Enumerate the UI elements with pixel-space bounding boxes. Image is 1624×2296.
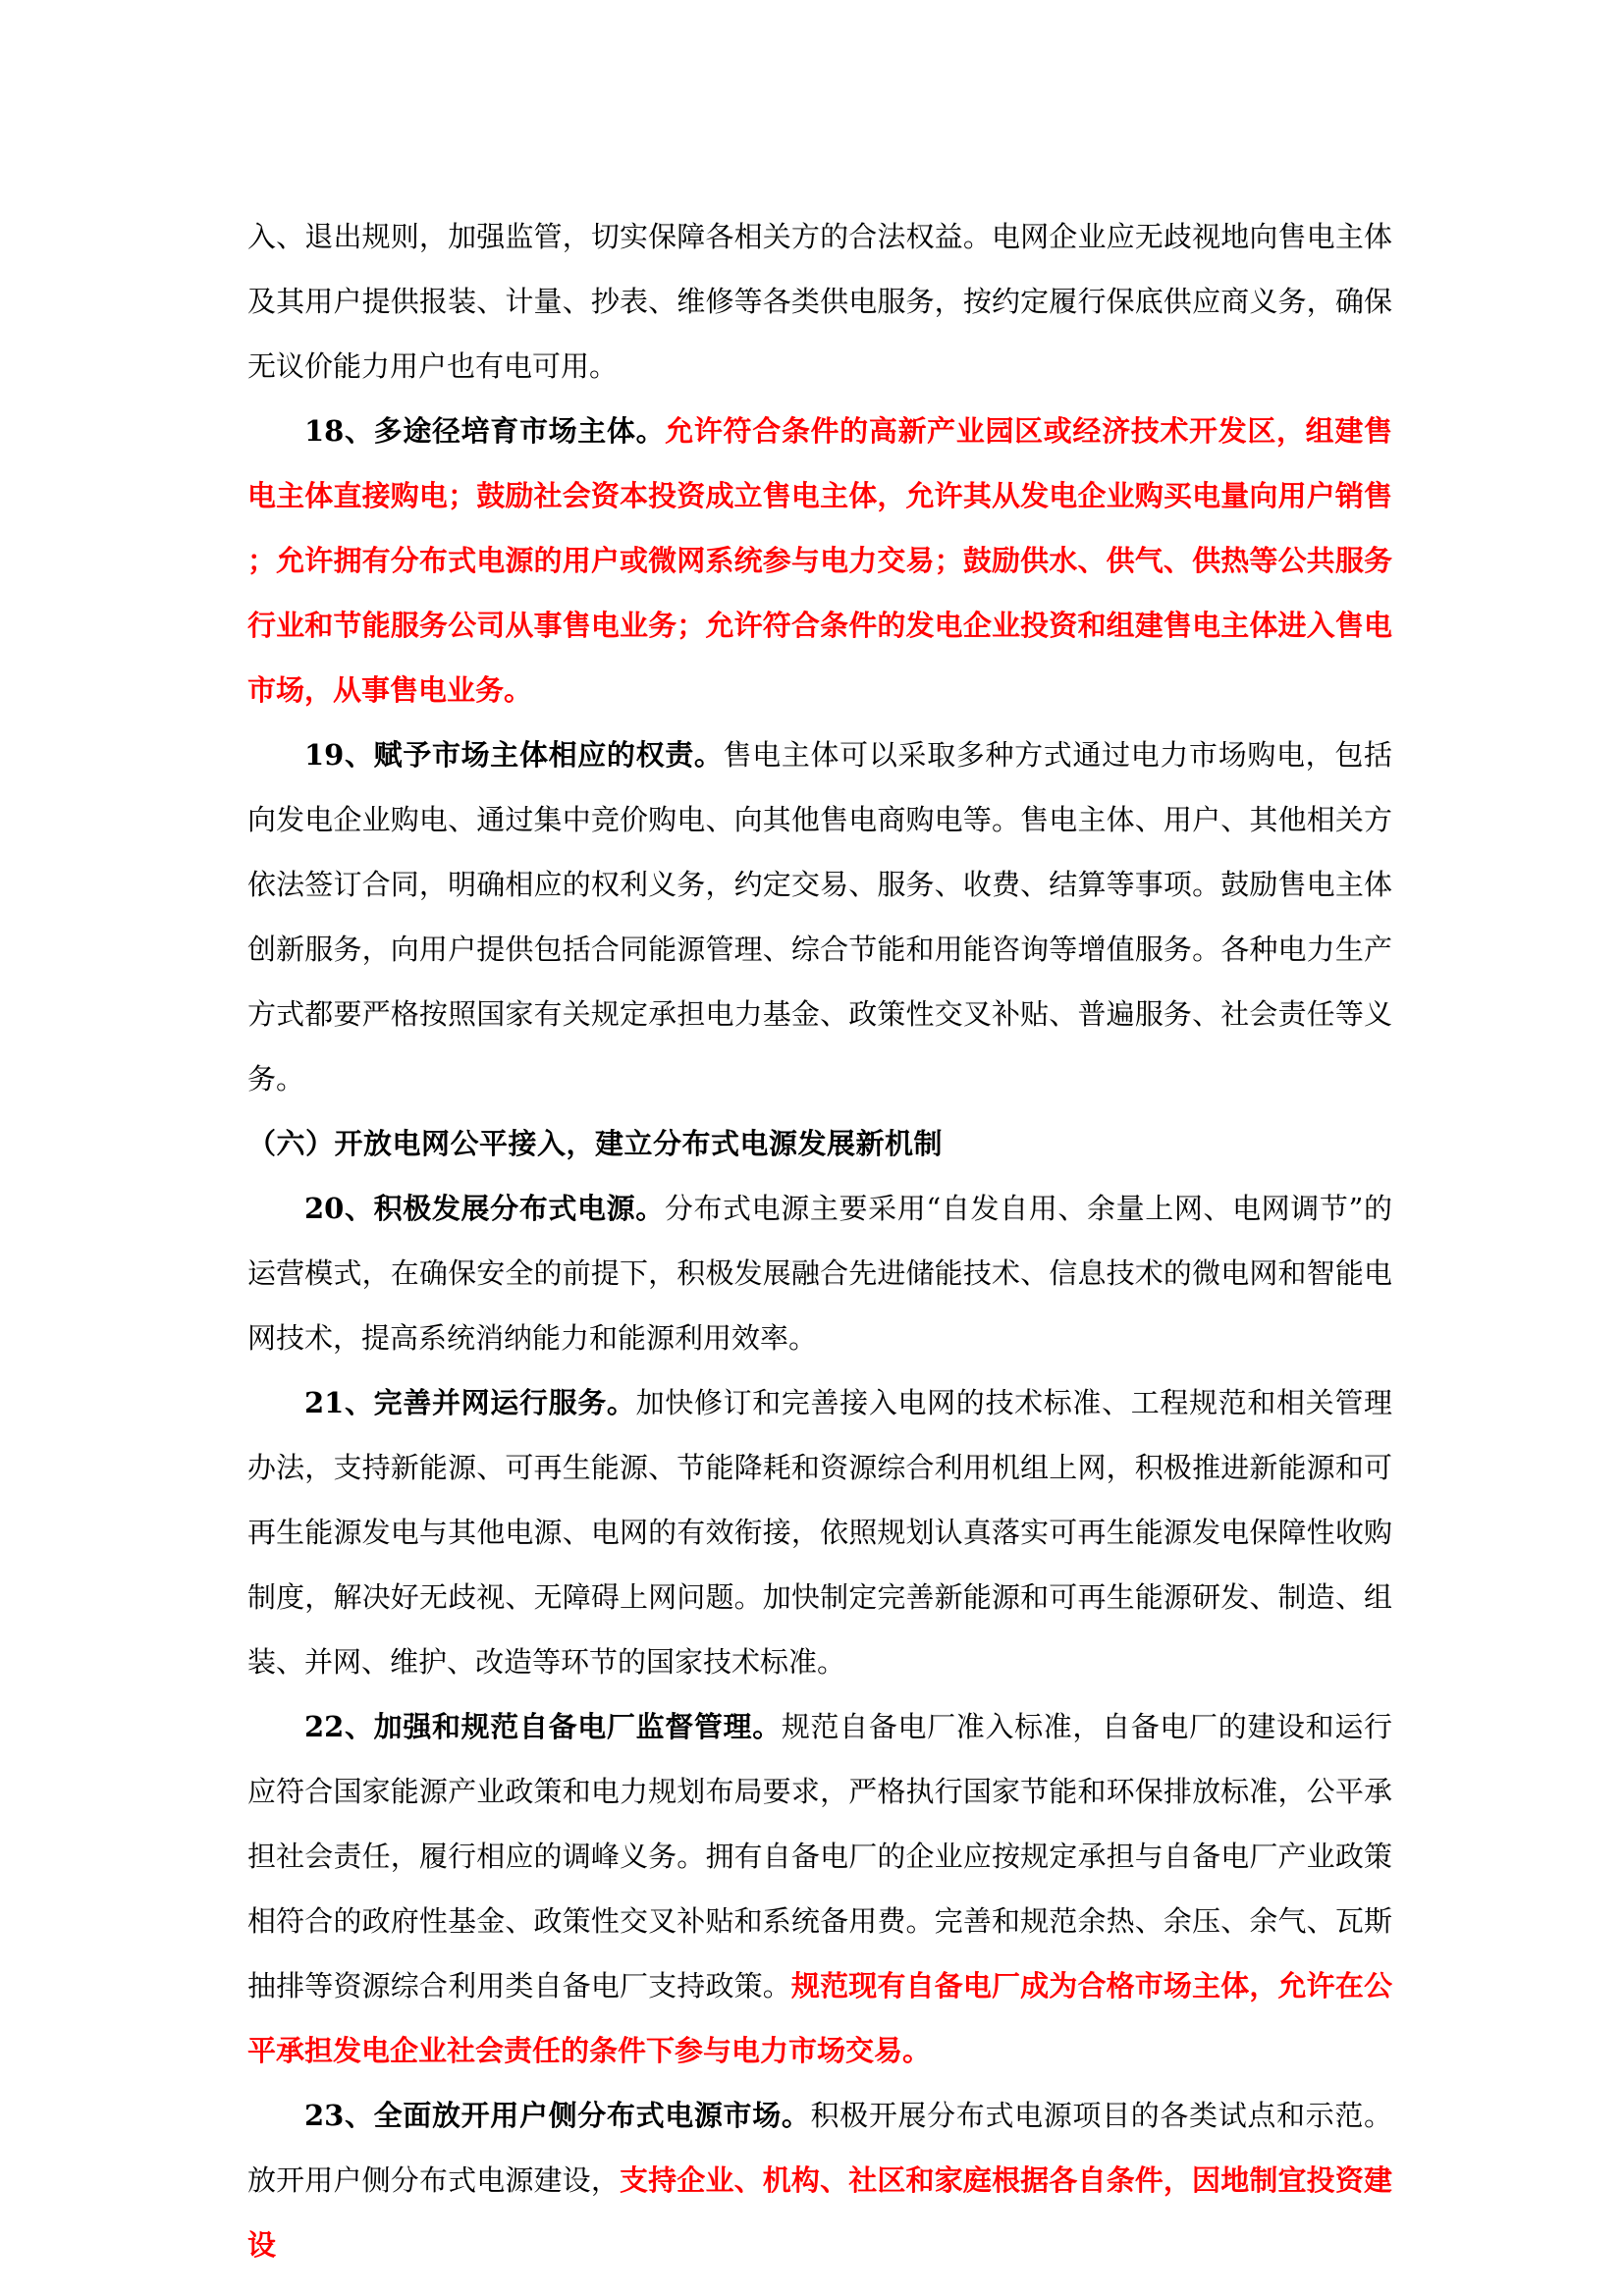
section-heading-6 bbox=[247, 1111, 1392, 1176]
item-23-highlight: 支持企业、机构、社区和家庭根据各自条件，因地制宜投资建设 bbox=[247, 2163, 1392, 2262]
item-20-title: 20、积极发展分布式电源。 bbox=[304, 1192, 665, 1225]
item-18-title: 18、多途径培育市场主体。 bbox=[304, 414, 666, 448]
item-22-title: 22、加强和规范自备电厂监督管理。 bbox=[304, 1710, 782, 1743]
section-heading-text: （六）开放电网公平接入，建立分布式电源发展新机制 bbox=[247, 1127, 944, 1160]
paragraph-continued bbox=[247, 204, 1392, 399]
paragraph-item-20 bbox=[247, 1176, 1392, 1370]
document-page bbox=[247, 204, 1392, 2277]
paragraph-text: 入、退出规则，加强监管，切实保障各相关方的合法权益。电网企业应无歧视地向售电主体及其用户提供报装、计量、抄表、维修等各类供电服务，按约定履行保底供应商义务，确保无议价能力用户也有电可用。 bbox=[247, 220, 1392, 383]
paragraph-item-21 bbox=[247, 1370, 1392, 1694]
item-22-body: 规范自备电厂准入标准，自备电厂的建设和运行应符合国家能源产业政策和电力规划布局要求，严格执行国家节能和环保排放标准，公平承担社会责任，履行相应的调峰义务。拥有自备电厂的企业应按规定承担与自备电厂产业政策相符合的政府性基金、政策性交叉补贴和系统备用费。完善和规范余热、余压、余气、瓦斯抽排等资源综合利用类自备电厂支持政策。 bbox=[247, 1710, 1392, 2002]
item-21-body: 加快修订和完善接入电网的技术标准、工程规范和相关管理办法，支持新能源、可再生能源、节能降耗和资源综合利用机组上网，积极推进新能源和可再生能源发电与其他电源、电网的有效衔接，依照规划认真落实可再生能源发电保障性收购制度，解决好无歧视、无障碍上网问题。加快制定完善新能源和可再生能源研发、制造、组装、并网、维护、改造等环节的国家技术标准。 bbox=[247, 1386, 1392, 1679]
item-19-title: 19、赋予市场主体相应的权责。 bbox=[304, 738, 724, 772]
item-20-body: 分布式电源主要采用“自发自用、余量上网、电网调节”的运营模式，在确保安全的前提下，积极发展融合先进储能技术、信息技术的微电网和智能电网技术，提高系统消纳能力和能源利用效率。 bbox=[247, 1192, 1392, 1355]
item-19-body: 售电主体可以采取多种方式通过电力市场购电，包括向发电企业购电、通过集中竞价购电、向其他售电商购电等。售电主体、用户、其他相关方依法签订合同，明确相应的权利义务，约定交易、服务、收费、结算等事项。鼓励售电主体创新服务，向用户提供包括合同能源管理、综合节能和用能咨询等增值服务。各种电力生产方式都要严格按照国家有关规定承担电力基金、政策性交叉补贴、普遍服务、社会责任等义务。 bbox=[247, 738, 1392, 1095]
item-21-title: 21、完善并网运行服务。 bbox=[304, 1386, 636, 1419]
paragraph-item-19 bbox=[247, 722, 1392, 1111]
item-18-highlight: 允许符合条件的高新产业园区或经济技术开发区，组建售电主体直接购电；鼓励社会资本投资成立售电主体，允许其从发电企业购买电量向用户销售；允许拥有分布式电源的用户或微网系统参与电力交易；鼓励供水、供气、供热等公共服务行业和节能服务公司从事售电业务；允许符合条件的发电企业投资和组建售电主体进入售电市场，从事售电业务。 bbox=[247, 414, 1392, 707]
paragraph-item-18 bbox=[247, 399, 1392, 722]
item-23-title: 23、全面放开用户侧分布式电源市场。 bbox=[304, 2099, 811, 2132]
paragraph-item-23 bbox=[247, 2083, 1392, 2277]
paragraph-item-22 bbox=[247, 1694, 1392, 2083]
item-22-highlight: 规范现有自备电厂成为合格市场主体，允许在公平承担发电企业社会责任的条件下参与电力市场交易。 bbox=[247, 1969, 1392, 2067]
item-23-body: 积极开展分布式电源项目的各类试点和示范。放开用户侧分布式电源建设， bbox=[247, 2099, 1392, 2197]
